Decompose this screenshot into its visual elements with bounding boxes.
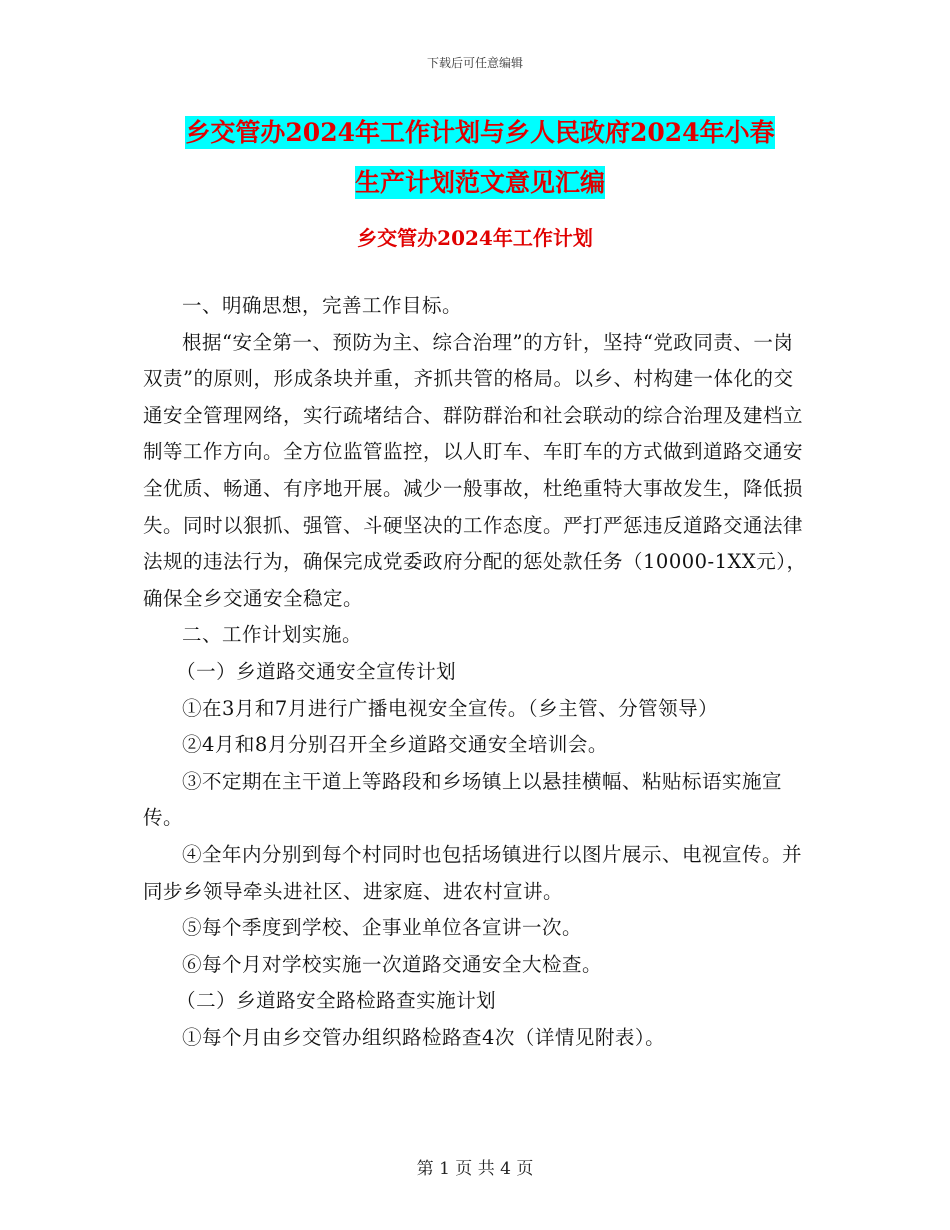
paragraph: ③不定期在主干道上等路段和乡场镇上以悬挂横幅、粘贴标语实施宣传。 [143, 769, 783, 830]
paragraph: （一）乡道路交通安全宣传计划 [176, 659, 457, 683]
paragraph: ①在3月和7月进行广播电视安全宣传。（乡主管、分管领导） [182, 696, 719, 720]
paragraph: ⑥每个月对学校实施一次道路交通安全大检查。 [182, 952, 603, 976]
paragraph: （二）乡道路安全路检路查实施计划 [176, 989, 497, 1013]
paragraph: 二、工作计划实施。 [182, 623, 363, 647]
section-title: 乡交管办2024年工作计划 [357, 226, 593, 250]
paragraph: ⑤每个季度到学校、企事业单位各宣讲一次。 [182, 916, 583, 940]
document-title-line-2: 生产计划范文意见汇编 [354, 168, 605, 197]
paragraph: 根据“安全第一、预防为主、综合治理”的方针，坚持“党政同责、一岗双责”的原则，形成条块并重，齐抓共管的格局。以乡、村构建一体化的交通安全管理网络，实行疏堵结合、群防群治和社会联动的综合治理及建档立制等工作方向。全方位监管监控，以人盯车、车盯车的方式做到道路交通安全优质、畅通、有序地开展。减少一般事故，杜绝重特大事故发生，降低损失。同时以狠抓、强管、斗硬坚决的工作态度。严打严惩违反道路交通法律法规的违法行为，确保完成党委政府分配的惩处款任务（10000-1XX元），确保全乡交通安全稳定。 [143, 330, 807, 610]
paragraph: ①每个月由乡交管办组织路检路查4次（详情见附表）。 [182, 1025, 666, 1049]
paragraph: ②4月和8月分别召开全乡道路交通安全培训会。 [182, 733, 608, 757]
page-footer: 第 1 页 共 4 页 [416, 1159, 534, 1179]
paragraph: 一、明确思想，完善工作目标。 [182, 294, 463, 317]
document-title [140, 108, 820, 208]
document-body [143, 288, 808, 1056]
header-note: 下载后可任意编辑 [426, 56, 523, 70]
document-title-line-1: 乡交管办2024年工作计划与乡人民政府2024年小春 [185, 118, 775, 147]
paragraph: ④全年内分别到每个村同时也包括场镇进行以图片展示、电视宣传。并同步乡领导牵头进社区、进家庭、进农村宣讲。 [143, 842, 803, 903]
